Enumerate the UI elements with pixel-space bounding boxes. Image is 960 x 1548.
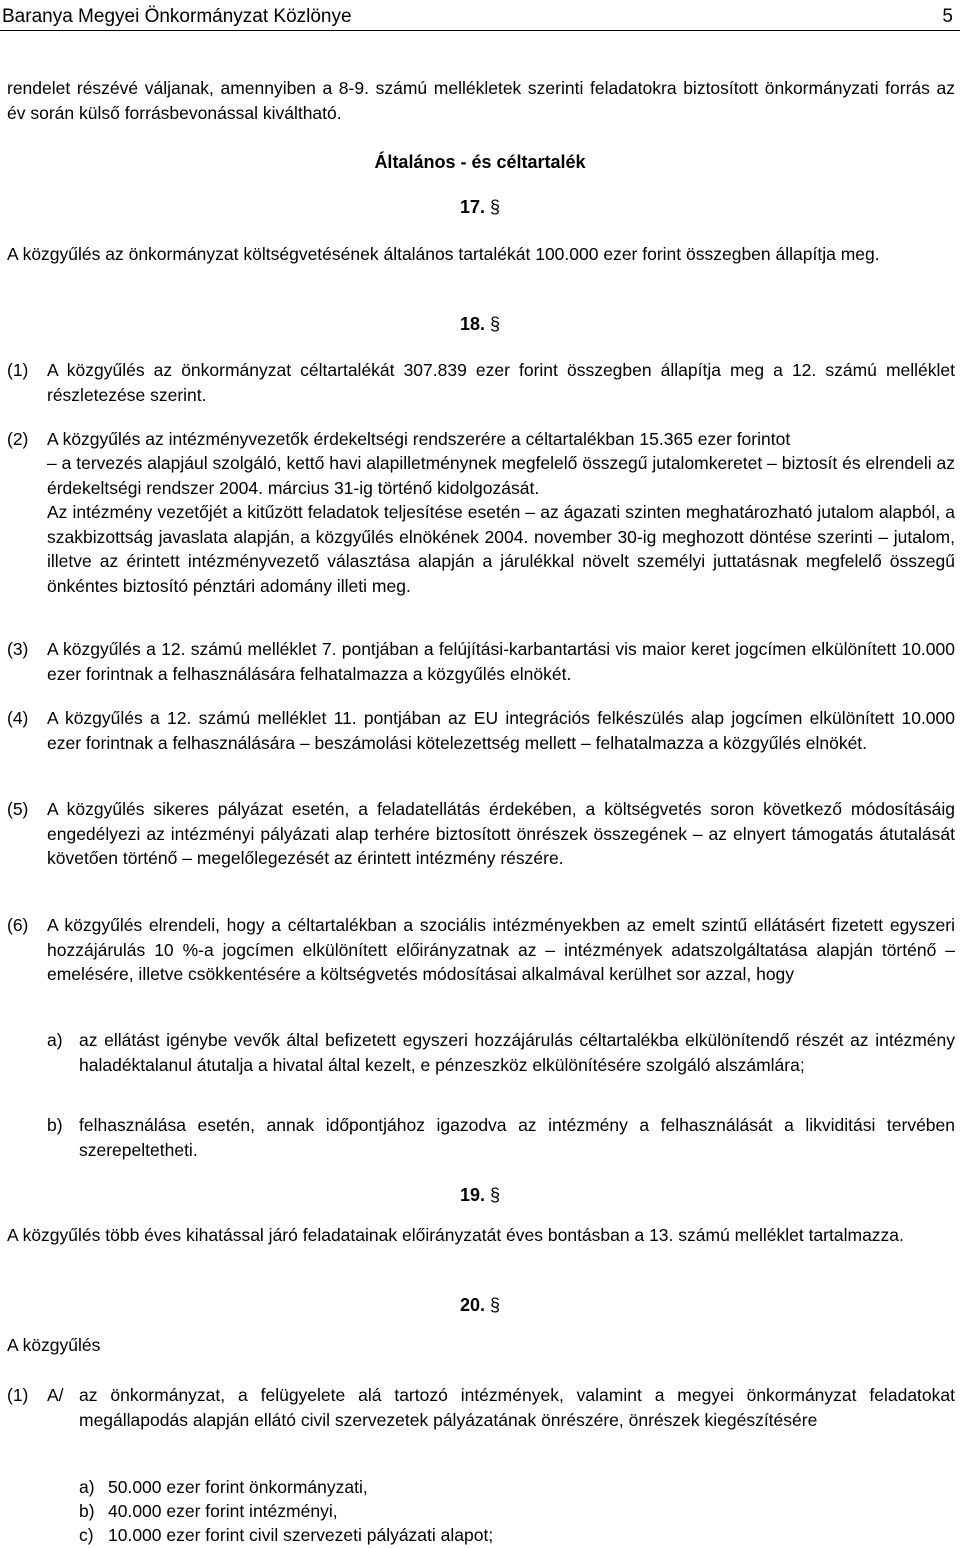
s18-p6-text: A közgyűlés elrendeli, hogy a céltartalékban a szociális intézményekben az emelt szintű ellátásért fizetett egyszeri hozzájárulás 10 %-a jogcímen elkülönített előirányzatnak az – intézmények adatszolgáltatása alapján történő – emelésére, illetve csökkentésére a költségvetés módosításai alkalmával kerülhet sor azzal, hogy: [47, 915, 955, 984]
page-number: 5: [942, 6, 953, 27]
s18-pb-label: b): [47, 1115, 63, 1135]
s18-p4-text: A közgyűlés a 12. számú melléklet 11. pontjában az EU integrációs felkészülés alap jogcímen elkülönített 10.000 ezer forintnak a felhasználására – beszámolási kötelezettség mellett – felhatalmazza a közgyűlés elnökét.: [47, 708, 955, 753]
s20-p1-sublabel: A/: [47, 1385, 64, 1405]
paragraph-sign-icon: §: [490, 197, 501, 217]
s18-p6-label: (6): [7, 915, 29, 935]
section-20-heading: [0, 1293, 960, 1318]
s18-p1-text: A közgyűlés az önkormányzat céltartalékát 307.839 ezer forint összegben állapítja meg a 12. számú melléklet részletezése szerint.: [47, 360, 955, 405]
s18-p5-text: A közgyűlés sikeres pályázat esetén, a feladatellátás érdekében, a költségvetés soron következő módosításáig engedélyezi az intézményi pályázati alap terhére biztosított önrészek összegének – az elnyert támogatás átutalását követően történő – megelőlegezését az érintett intézmény részére.: [47, 799, 955, 868]
s18-p3-label: (3): [7, 639, 29, 659]
s20-item-b-label: b): [79, 1501, 95, 1521]
s20-item-a-label: a): [79, 1477, 95, 1497]
paragraph-sign-icon: §: [490, 1185, 501, 1205]
s18-p2-continuation: Az intézmény vezetőjét a kitűzött feladatok teljesítése esetén – az ágazati szinten meghatározható jutalom alapból, a szakbizottság javaslata alapján, a közgyűlés elnökének 2004. november 30-ig meghozott döntése szerinti – jutalom, illetve az érintett intézményvezető választása alapján a járulékkal növelt személyi juttatásnak megfelelő összegű önkéntes biztosító pénztári adomány illeti meg.: [47, 502, 955, 596]
s18-p3-text: A közgyűlés a 12. számú melléklet 7. pontjában a felújítási-karbantartási vis maior keret jogcímen elkülönített 10.000 ezer forintnak a felhasználására felhatalmazza a közgyűlés elnökét.: [47, 639, 955, 684]
s18-p4-label: (4): [7, 708, 29, 728]
s18-p2-first-line: A közgyűlés az intézményvezetők érdekeltségi rendszerére a céltartalékban 15.365 ezer forintot: [47, 429, 791, 449]
section-18-heading: [0, 312, 960, 337]
s20-p1-label: (1): [7, 1385, 29, 1405]
s18-p2-label: (2): [7, 429, 29, 449]
s20-item-c-label: c): [79, 1525, 94, 1545]
section-17-text: A közgyűlés az önkormányzat költségvetésének általános tartalékát 100.000 ezer forint összegben állapítja meg.: [7, 244, 880, 264]
section-17-number: 17.: [459, 197, 485, 217]
s18-pa-text: az ellátást igénybe vevők által befizetett egyszeri hozzájárulás céltartalékba elkülönítendő részét az intézmény haladéktalanul átutalja a hivatal által kezelt, e pénzeszköz elkülönítésére szolgáló alszámlára;: [79, 1030, 955, 1075]
s20-item-b-text: 40.000 ezer forint intézményi,: [108, 1501, 338, 1521]
s20-p1-text: az önkormányzat, a felügyelete alá tartozó intézmények, valamint a megyei önkormányzat feladatokat megállapodás alapján ellátó civil szervezetek pályázatának önrészére, önrészek kiegészítésére: [79, 1385, 955, 1430]
s18-p1-label: (1): [7, 360, 29, 380]
s18-p2-rest: – a tervezés alapjául szolgáló, kettő havi alapilletménynek megfelelő összegű jutalomkeretet – biztosít és elrendeli az érdekeltségi rendszer 2004. március 31-ig történő kidolgozását.: [47, 453, 955, 498]
s18-pb-text: felhasználása esetén, annak időpontjához igazodva az intézmény a felhasználását a likviditási tervében szerepeltetheti.: [79, 1115, 955, 1160]
paragraph-sign-icon: §: [490, 314, 501, 334]
section-19-heading: [0, 1183, 960, 1208]
intro-paragraph: rendelet részévé váljanak, amennyiben a 8-9. számú mellékletek szerinti feladatokra biztosított önkormányzati forrás az év során külső forrásbevonással kiváltható.: [7, 78, 955, 123]
s20-item-c-text: 10.000 ezer forint civil szervezeti pályázati alapot;: [108, 1525, 494, 1545]
section-19-number: 19.: [459, 1185, 485, 1205]
section-17-heading: [0, 195, 960, 220]
section-20-number: 20.: [459, 1295, 485, 1315]
s18-p5-label: (5): [7, 799, 29, 819]
section-19-text: A közgyűlés több éves kihatással járó feladatainak előirányzatát éves bontásban a 13. számú melléklet tartalmazza.: [7, 1225, 904, 1245]
section-18-number: 18.: [459, 314, 485, 334]
s20-item-a-text: 50.000 ezer forint önkormányzati,: [108, 1477, 368, 1497]
s18-pa-label: a): [47, 1030, 63, 1050]
paragraph-sign-icon: §: [490, 1295, 501, 1315]
section-title: Általános - és céltartalék: [374, 152, 586, 172]
page-header: [0, 4, 960, 31]
gazette-title: Baranya Megyei Önkormányzat Közlönye: [2, 6, 352, 27]
section-20-lead: A közgyűlés: [7, 1335, 101, 1355]
